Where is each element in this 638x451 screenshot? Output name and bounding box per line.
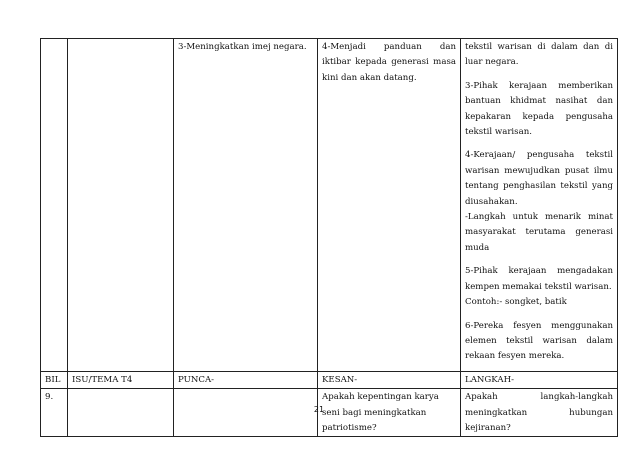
cell-bil-empty xyxy=(41,39,68,372)
header-row xyxy=(41,371,618,388)
table-row xyxy=(41,39,618,372)
row9-kesan-question: Apakah kepentingan karya seni bagi meningkatkan patriotisme? xyxy=(322,392,439,433)
header-kesan: KESAN- xyxy=(318,371,461,388)
page-number: 21 xyxy=(313,405,325,414)
kesan-text: 4-Menjadi panduan dan iktibar kepada generasi masa kini dan akan datang. xyxy=(322,42,456,83)
cell-isu-empty xyxy=(68,39,174,372)
langkah-paragraph: 5-Pihak kerajaan mengadakan kempen memakai tekstil warisan. xyxy=(465,266,613,292)
row9-langkah-question: Apakah langkah-langkah meningkatkan hubungan kejiranan? xyxy=(465,392,613,433)
header-punca: PUNCA- xyxy=(174,371,318,388)
langkah-paragraph: tekstil warisan di dalam dan di luar negara. xyxy=(465,42,613,68)
row9-bil: 9. xyxy=(41,389,68,437)
cell-langkah xyxy=(461,39,618,372)
langkah-paragraph: 3-Pihak kerajaan memberikan bantuan khidmat nasihat dan kepakaran kepada pengusaha tekstil warisan. xyxy=(465,80,613,138)
header-langkah: LANGKAH- xyxy=(461,371,618,388)
punca-text: 3-Meningkatkan imej negara. xyxy=(178,42,307,52)
cell-punca xyxy=(174,39,318,372)
langkah-paragraph: Contoh:- songket, batik xyxy=(465,297,567,308)
langkah-paragraph: 6-Pereka fesyen menggunakan elemen tekstil warisan dalam rekaan fesyen mereka. xyxy=(465,320,613,362)
header-bil: BIL xyxy=(41,371,68,388)
langkah-paragraph: 4-Kerajaan/ pengusaha tekstil warisan mewujudkan pusat ilmu tentang penghasilan tekstil yang diusahakan. xyxy=(465,150,613,207)
issue-table xyxy=(40,38,618,437)
header-isu: ISU/TEMA T4 xyxy=(68,371,174,388)
cell-kesan xyxy=(318,39,461,372)
langkah-paragraph: -Langkah untuk menarik minat masyarakat terutama generasi muda xyxy=(465,212,613,253)
